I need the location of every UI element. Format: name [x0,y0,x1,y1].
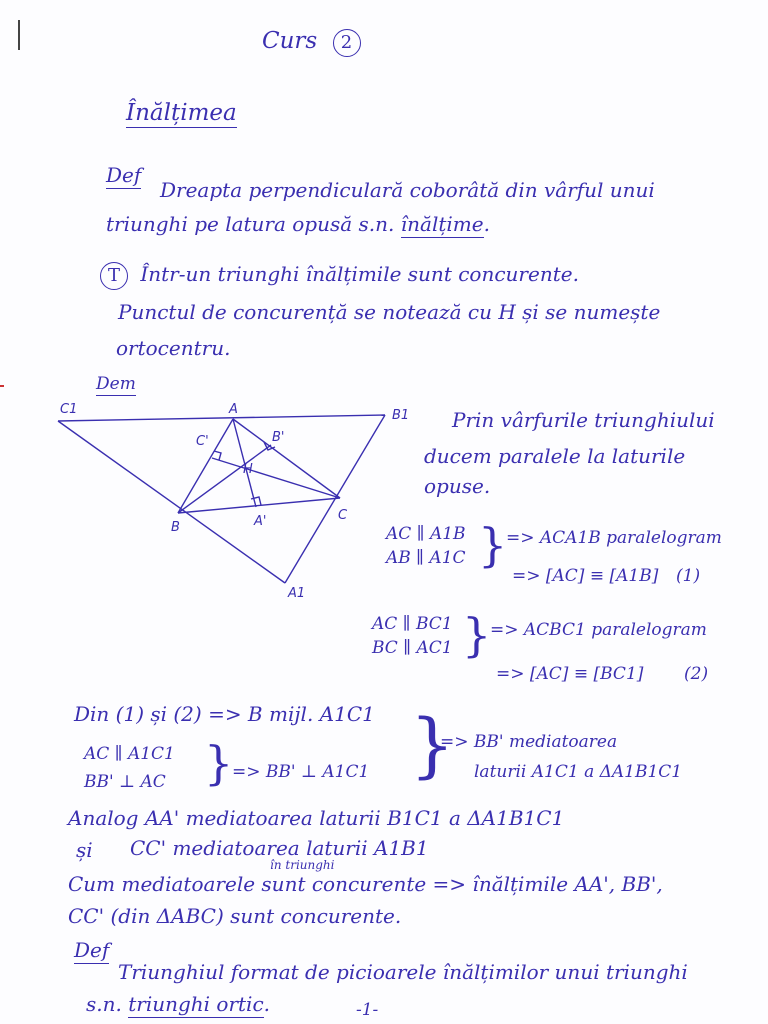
step1-line1: AC ∥ A1B [386,524,466,544]
label-b-prime: B' [272,430,285,445]
analog-line2-pre: și [76,838,93,862]
step1-conclusion: => ACA1B paralelogram [506,528,722,548]
theorem-line2: Punctul de concurență se notează cu H și se numește [118,300,661,324]
theorem-line1 [100,262,579,290]
def1-term: înălțime [400,212,484,236]
deduction-line2: AC ∥ A1C1 [84,744,175,764]
def1-label: Def [106,163,142,187]
deduction-brace-large: } [410,704,455,786]
label-b: B [171,520,180,535]
altitude-b [178,445,271,513]
deduction-line1: Din (1) și (2) => B mijl. A1C1 [74,702,375,726]
step1-tag: (1) [676,566,701,586]
deduction-result1: => BB' mediatoarea [440,732,618,752]
step1-line2: AB ∥ A1C [386,548,466,568]
label-a-prime: A' [254,514,267,529]
margin-dot [0,385,4,387]
label-a: A [229,402,238,417]
line-c1-a1 [58,421,285,583]
construction-line2: ducem paralele la laturile [424,444,686,468]
deduction-line3: BB' ⊥ AC [84,772,166,792]
course-title [262,28,367,57]
step1-equality: => [AC] ≡ [A1B] [512,566,659,586]
def2-line1: Triunghiul format de picioarele înălțimilor unui triunghi [118,960,688,984]
step1-brace: } [478,518,508,572]
label-a1: A1 [288,586,306,601]
course-number: 2 [333,29,361,57]
construction-line3: opuse. [424,474,491,498]
theorem-text1: Într-un triunghi înălțimile sunt concurente. [140,262,579,286]
section-title: Înălțimea [126,100,237,126]
step2-line2: BC ∥ AC1 [372,638,453,658]
label-b1: B1 [392,408,410,423]
label-c-prime: C' [196,434,209,449]
course-title-text: Curs [262,28,318,54]
def1-line2-post: . [483,212,490,236]
margin-mark [18,20,20,50]
construction-line1: Prin vârfurile triunghiului [452,408,715,432]
triangle-figure [40,395,420,610]
analog-insert: în triunghi [270,858,335,872]
deduction-line3-conclusion: => BB' ⊥ A1C1 [232,762,370,782]
step2-tag: (2) [684,664,709,684]
theorem-marker: T [100,262,128,290]
label-c: C [338,508,348,523]
theorem-line3: ortocentru. [116,336,231,360]
label-c1: C1 [60,402,78,417]
analog-line3: Cum mediatoarele sunt concurente => înălțimile AA', BB', [68,872,663,896]
analog-line1: Analog AA' mediatoarea laturii B1C1 a ΔA1B1C1 [68,806,565,830]
deduction-result2: laturii A1C1 a ΔA1B1C1 [474,762,683,782]
def1-line2-pre: triunghi pe latura opusă s.n. [106,212,395,236]
analog-line2: CC' mediatoarea laturii A1B1 [130,836,429,860]
proof-label: Dem [96,374,136,394]
def2-label: Def [74,938,110,962]
line-b-c [178,498,340,513]
def2-line2-pre: s.n. [86,992,122,1016]
step2-line1: AC ∥ BC1 [372,614,453,634]
label-h: H [243,462,253,477]
def2-term: triunghi ortic [128,992,264,1016]
def2-line2 [86,992,270,1016]
analog-line4: CC' (din ΔABC) sunt concurente. [68,904,402,928]
step2-conclusion: => ACBC1 paralelogram [490,620,707,640]
line-a-c [233,419,340,498]
step2-equality: => [AC] ≡ [BC1] [496,664,644,684]
deduction-brace-small: } [204,736,234,790]
line-c1-b1 [58,415,385,421]
step2-brace: } [462,608,492,662]
def2-line2-post: . [263,992,271,1016]
page-number: -1- [356,1000,379,1020]
right-angle-a [251,497,261,505]
def1-line2 [106,212,490,236]
altitude-c [212,458,340,498]
def1-line1: Dreapta perpendiculară coborâtă din vârful unui [160,178,655,202]
